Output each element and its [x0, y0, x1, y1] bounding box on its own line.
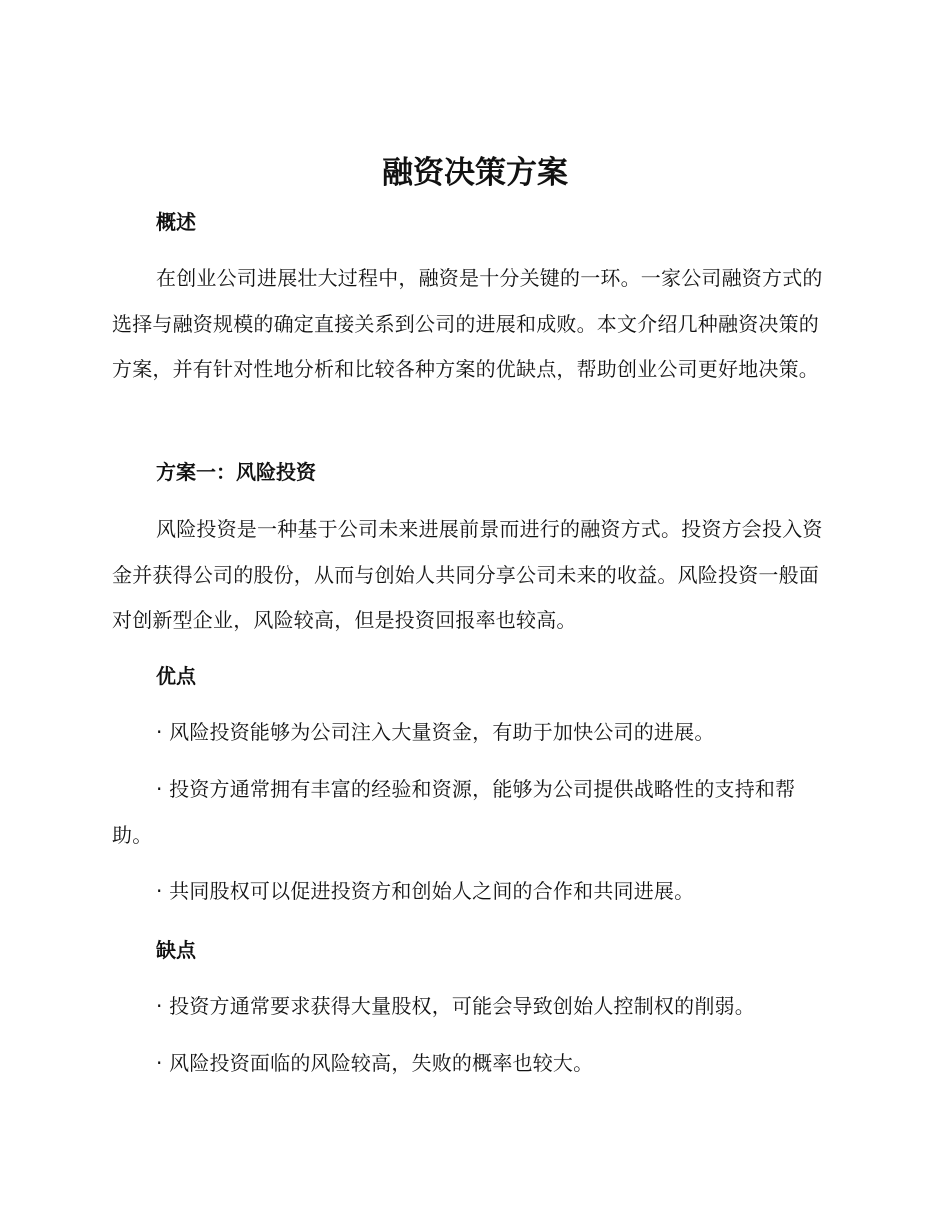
pros-list-item: · 投资方通常拥有丰富的经验和资源，能够为公司提供战略性的支持和帮助。	[112, 777, 796, 847]
section-heading-overview: 概述	[156, 210, 196, 234]
overview-paragraph: 在创业公司进展壮大过程中，融资是十分关键的一环。一家公司融资方式的选择与融资规模的确定直接关系到公司的进展和成败。本文介绍几种融资决策的方案，并有针对性地分析和比较各种方案的优缺点，帮助创业公司更好地决策。	[112, 266, 823, 381]
pros-list-item: · 共同股权可以促进投资方和创始人之间的合作和共同进展。	[156, 879, 695, 903]
section-heading-plan1: 方案一：风险投资	[156, 460, 316, 484]
pros-heading: 优点	[156, 664, 196, 688]
cons-list-item: · 风险投资面临的风险较高，失败的概率也较大。	[156, 1051, 594, 1075]
pros-list-item: · 风险投资能够为公司注入大量资金，有助于加快公司的进展。	[156, 720, 715, 744]
cons-heading: 缺点	[156, 938, 196, 962]
document-title: 融资决策方案	[382, 155, 568, 191]
cons-list-item: · 投资方通常要求获得大量股权，可能会导致创始人控制权的削弱。	[156, 994, 755, 1018]
plan1-paragraph: 风险投资是一种基于公司未来进展前景而进行的融资方式。投资方会投入资金并获得公司的股份，从而与创始人共同分享公司未来的收益。风险投资一般面对创新型企业，风险较高，但是投资回报率也较高。	[112, 517, 823, 632]
